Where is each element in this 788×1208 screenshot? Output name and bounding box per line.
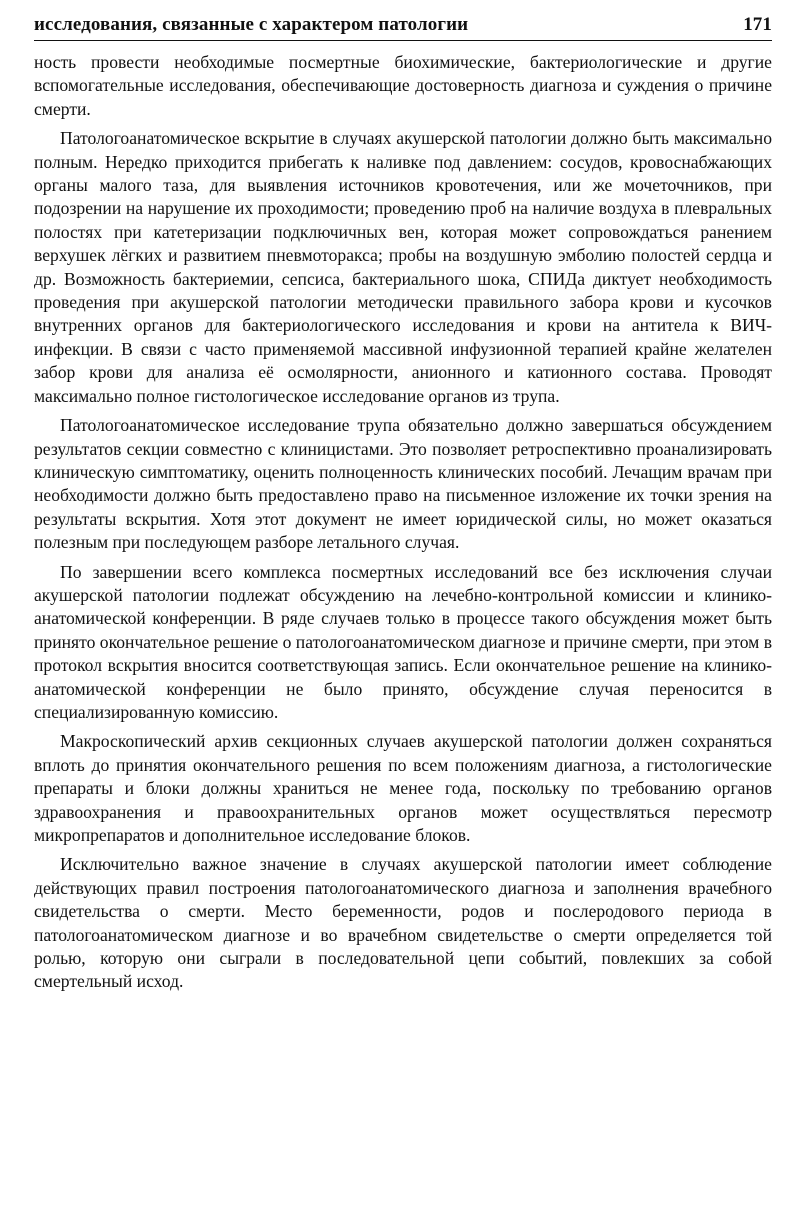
paragraph-continued: ность провести необходимые посмертные биохимические, бактериологические и другие вспомогательные исследования, обеспечивающие достоверность диагноза и суждения о причине смерти.	[34, 52, 772, 119]
paragraph-discussion-with-clinicians: Патологоанатомическое исследование трупа обязательно должно завершаться обсуждением результатов секции совместно с клиницистами. Это позволяет ретроспективно проанализировать клиническую симптоматику, оценить полноценность клинических пособий. Лечащим врачам при необходимости должно быть предоставлено право на письменное изложение их точки зрения на результаты вскрытия. Хотя этот документ не имеет юридической силы, но может оказаться полезным при последующем разборе летального случая.	[34, 415, 772, 553]
paragraph-archive-storage: Макроскопический архив секционных случаев акушерской патологии должен сохраняться вплоть до принятия окончательного решения по всем положениям диагноза, а гистологические препараты и блоки должны храниться не менее года, поскольку по требованию органов здравоохранения и правоохранительных органов может осуществляться пересмотр микропрепаратов и дополнительное исследование блоков.	[34, 731, 772, 845]
paragraph-autopsy-completeness: Патологоанатомическое вскрытие в случаях акушерской патологии должно быть максимально полным. Нередко приходится прибегать к наливке под давлением: сосудов, кровоснабжающих органы малого таза, для выявления источников кровотечения, или же мочеточников, при подозрении на нарушение их проходимости; проведению проб на наличие воздуха в плевральных полостях при катетеризации подключичных вен, которая может сопровождаться ранением верхушек лёгких и развитием пневмоторакса; пробы на воздушную эмболию полостей сердца и др. Возможность бактериемии, сепсиса, бактериального шока, СПИДа диктует необходимость проведения при акушерской патологии методически правильного забора крови и кусочков внутренних органов для бактериологического исследования и крови на антитела к ВИЧ-инфекции. В связи с часто применяемой массивной инфузионной терапией крайне желателен забор крови для анализа её осмолярности, анионного и катионного состава. Проводят максимально полное гистологическое исследование органов из трупа.	[34, 128, 772, 406]
paragraph-diagnosis-rules: Исключительно важное значение в случаях акушерской патологии имеет соблюдение действующих правил построения патологоанатомического диагноза и заполнения врачебного свидетельства о смерти. Место беременности, родов и послеродового периода в патологоанатомическом диагнозе и во врачебном свидетельстве о смерти определяется той ролью, которую они сыграли в последовательной цепи событий, повлекших за собой смертельный исход.	[34, 854, 772, 992]
running-header	[34, 14, 772, 41]
body-text	[34, 51, 772, 994]
running-header-title: исследования, связанные с характером патологии	[34, 14, 469, 35]
paragraph-commission-review: По завершении всего комплекса посмертных исследований все без исключения случаи акушерской патологии подлежат обсуждению на лечебно-контрольной комиссии и клинико-анатомической конференции. В ряде случаев только в процессе такого обсуждения может быть принято окончательное решение о патологоанатомическом диагнозе и причине смерти, при этом в протокол вскрытия вносится соответствующая запись. Если окончательное решение на клинико-анатомической конференции не было принято, обсуждение случая переносится в специализированную комиссию.	[34, 561, 772, 722]
book-page	[34, 14, 772, 1000]
page-number: 171	[743, 14, 772, 35]
